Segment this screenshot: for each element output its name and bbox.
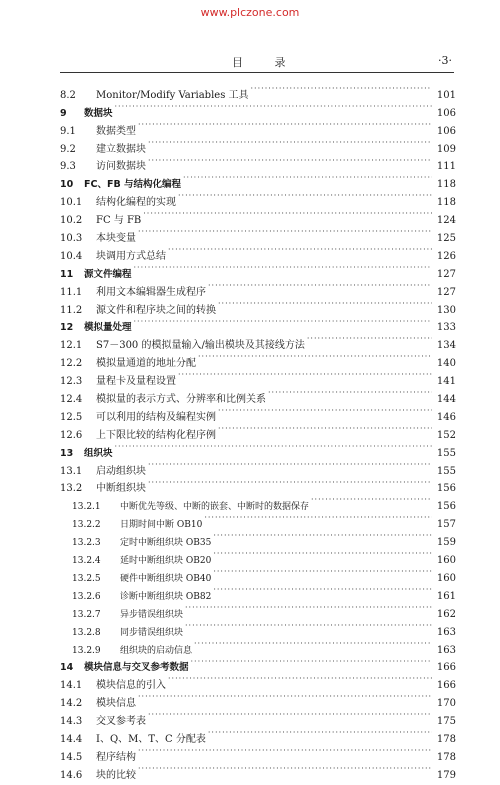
toc-leader-dots [218,420,432,438]
toc-entry-page: 157 [436,519,456,531]
toc-entry-number: 14.6 [60,769,83,781]
toc-entry-page: 152 [436,429,456,441]
toc-leader-dots [213,581,432,599]
toc-entry-number: 13 [60,447,74,459]
toc-entry-title: 量程卡及量程设置 [96,376,176,388]
toc-entry [60,80,456,101]
toc-entry-number: 12.2 [60,358,83,370]
toc-entry-number: 10 [60,179,74,191]
toc-leader-dots [194,635,432,653]
toc-leader-dots [168,670,432,688]
table-of-contents [60,80,456,781]
toc-entry-title: 启动组织块 [96,465,146,477]
toc-entry-number: 14.1 [60,680,83,692]
toc-entry-page: 133 [436,322,456,334]
toc-entry-number: 11.1 [60,286,83,298]
toc-entry-title: 访问数据块 [96,161,146,173]
toc-entry-title: 组织块的启动信息 [120,645,193,656]
toc-leader-dots [143,205,432,223]
toc-entry-title: 异步错误组织块 [120,609,184,620]
toc-entry-page: 162 [436,608,456,620]
toc-entry-title: 定时中断组织块 OB35 [120,538,212,549]
toc-entry-page: 140 [436,358,456,370]
header-rule [60,72,454,73]
toc-entry-title: 程序结构 [96,751,136,763]
toc-entry-title: 块的比较 [96,769,136,781]
toc-entry-title: 数据块 [84,107,113,119]
toc-leader-dots [148,474,432,492]
toc-entry-title: 模块信息 [96,698,136,710]
toc-leader-dots [311,491,432,509]
toc-entry-page: 178 [436,733,456,745]
toc-leader-dots [115,438,432,456]
toc-entry-number: 13.2.4 [72,556,101,567]
toc-entry-page: 134 [436,340,456,352]
toc-entry-title: 中断优先等级、中断的嵌套、中断时的数据保存 [120,502,310,513]
toc-leader-dots [185,617,432,635]
toc-entry-title: 日期时间中断 OB10 [120,520,203,531]
page-number: ·3· [438,54,452,67]
toc-entry-title: I、Q、M、T、C 分配表 [96,733,206,745]
toc-entry-number: 9.2 [60,143,76,155]
toc-leader-dots [213,527,432,545]
toc-leader-dots [138,223,432,241]
toc-entry-title: 模拟量处理 [84,322,132,334]
toc-entry-page: 179 [436,769,456,781]
toc-leader-dots [213,563,432,581]
toc-leader-dots [134,259,432,277]
toc-entry-number: 14.5 [60,751,83,763]
toc-entry-title: 组织块 [84,447,113,459]
toc-entry-number: 13.2.1 [72,502,101,513]
toc-entry-number: 9.3 [60,161,76,173]
toc-entry [60,98,456,119]
toc-entry-number: 13.2.6 [72,591,101,602]
toc-entry-number: 11 [60,268,74,280]
toc-entry-title: 模拟量通道的地址分配 [96,358,196,370]
toc-entry-title: 中断组织块 [96,483,146,495]
toc-leader-dots [168,241,432,259]
toc-entry-title: 交叉参考表 [96,716,146,728]
toc-leader-dots [148,134,432,152]
toc-entry-title: 本块变量 [96,233,136,245]
toc-entry-number: 11.2 [60,304,83,316]
toc-entry-title: 利用文本编辑器生成程序 [96,286,206,298]
toc-leader-dots [134,313,432,331]
toc-entry-page: 178 [436,751,456,763]
toc-entry-number: 13.2.2 [72,520,101,531]
toc-entry-page: 159 [436,537,456,549]
toc-entry-page: 141 [436,376,456,388]
toc-entry-number: 9.1 [60,125,76,137]
toc-entry-page: 166 [436,680,456,692]
toc-entry-page: 106 [436,107,456,119]
toc-leader-dots [178,187,432,205]
toc-entry-title: 硬件中断组织块 OB40 [120,573,212,584]
toc-leader-dots [204,509,432,527]
toc-entry-title: 数据类型 [96,125,136,137]
toc-entry-title: 块调用方式总结 [96,250,166,262]
toc-leader-dots [251,80,432,98]
toc-entry-number: 10.3 [60,233,83,245]
toc-entry-page: 118 [436,179,456,191]
toc-entry-number: 14 [60,662,74,674]
toc-leader-dots [208,724,432,742]
toc-entry-number: 12.4 [60,394,83,406]
toc-leader-dots [218,402,432,420]
toc-entry-title: 诊断中断组织块 OB82 [120,591,212,602]
toc-entry-number: 9 [60,107,67,119]
toc-entry-page: 155 [436,465,456,477]
toc-entry-title: FC 与 FB [96,215,142,227]
toc-entry [60,438,456,459]
toc-entry-number: 8.2 [60,89,76,101]
toc-entry-page: 109 [436,143,456,155]
toc-entry-page: 156 [436,483,456,495]
toc-entry-number: 13.2.9 [72,645,101,656]
toc-entry-number: 12.1 [60,340,83,352]
toc-leader-dots [148,456,432,474]
toc-entry-title: 模拟量的表示方式、分辨率和比例关系 [96,394,266,406]
toc-leader-dots [138,688,432,706]
toc-leader-dots [213,545,432,563]
toc-entry [60,116,456,137]
toc-leader-dots [148,152,432,170]
toc-entry-page: 106 [436,125,456,137]
toc-entry-number: 13.2.7 [72,609,101,620]
toc-entry-page: 111 [436,161,456,173]
toc-entry-title: S7－300 的模拟量输入/输出模块及其接线方法 [96,340,305,352]
toc-entry-number: 13.2.3 [72,538,101,549]
toc-entry-title: FC、FB 与结构化编程 [84,179,181,191]
toc-entry-page: 163 [436,626,456,638]
toc-entry-page: 163 [436,644,456,656]
toc-leader-dots [208,277,432,295]
toc-entry-page: 101 [436,89,456,101]
toc-entry-page: 127 [436,286,456,298]
toc-entry-page: 170 [436,698,456,710]
toc-entry-page: 125 [436,233,456,245]
toc-entry-page: 118 [436,197,456,209]
toc-leader-dots [191,653,432,671]
toc-entry-number: 10.2 [60,215,83,227]
toc-entry-number: 12.3 [60,376,83,388]
toc-leader-dots [138,742,432,760]
watermark-url: www.plczone.com [200,6,300,19]
toc-leader-dots [148,706,432,724]
toc-entry-title: 延时中断组织块 OB20 [120,556,212,567]
toc-entry-title: 源文件编程 [84,268,132,280]
toc-leader-dots [307,330,432,348]
toc-leader-dots [218,295,432,313]
toc-entry-page: 155 [436,447,456,459]
toc-leader-dots [138,116,432,134]
toc-entry-number: 12.6 [60,429,83,441]
toc-leader-dots [183,169,432,187]
toc-entry-page: 126 [436,250,456,262]
toc-entry-number: 13.1 [60,465,83,477]
toc-entry-page: 124 [436,215,456,227]
toc-leader-dots [198,348,432,366]
toc-leader-dots [115,98,432,116]
toc-entry [60,456,456,477]
toc-entry-page: 166 [436,662,456,674]
toc-entry-page: 175 [436,716,456,728]
toc-entry-title: 同步错误组织块 [120,627,184,638]
toc-entry-number: 13.2 [60,483,83,495]
page-header [62,54,452,68]
toc-entry-page: 160 [436,572,456,584]
toc-entry-number: 10.4 [60,250,83,262]
toc-entry-title: 上下限比较的结构化程序例 [96,429,216,441]
toc-leader-dots [138,760,432,778]
toc-entry-title: Monitor/Modify Variables 工具 [96,89,249,101]
toc-leader-dots [178,366,432,384]
toc-entry-title: 源文件和程序块之间的转换 [96,304,216,316]
toc-entry-title: 建立数据块 [96,143,146,155]
toc-entry-number: 13.2.8 [72,627,101,638]
toc-entry-page: 144 [436,394,456,406]
toc-entry-title: 可以利用的结构及编程实例 [96,411,216,423]
toc-leader-dots [268,384,432,402]
toc-entry-page: 160 [436,555,456,567]
toc-entry-title: 结构化编程的实现 [96,197,176,209]
toc-entry-number: 13.2.5 [72,573,101,584]
toc-entry-title: 模块信息的引入 [96,680,166,692]
toc-entry-page: 146 [436,411,456,423]
toc-leader-dots [185,599,432,617]
toc-entry-page: 130 [436,304,456,316]
toc-entry-page: 127 [436,268,456,280]
toc-entry-number: 10.1 [60,197,83,209]
toc-entry-page: 156 [436,501,456,513]
toc-entry-number: 14.3 [60,716,83,728]
toc-entry-number: 12.5 [60,411,83,423]
toc-entry-title: 模块信息与交叉参考数据 [84,662,189,674]
toc-entry-number: 14.4 [60,733,83,745]
toc-entry-page: 161 [436,590,456,602]
page-title: 目 录 [232,56,300,69]
toc-entry-number: 14.2 [60,698,83,710]
toc-entry-number: 12 [60,322,74,334]
